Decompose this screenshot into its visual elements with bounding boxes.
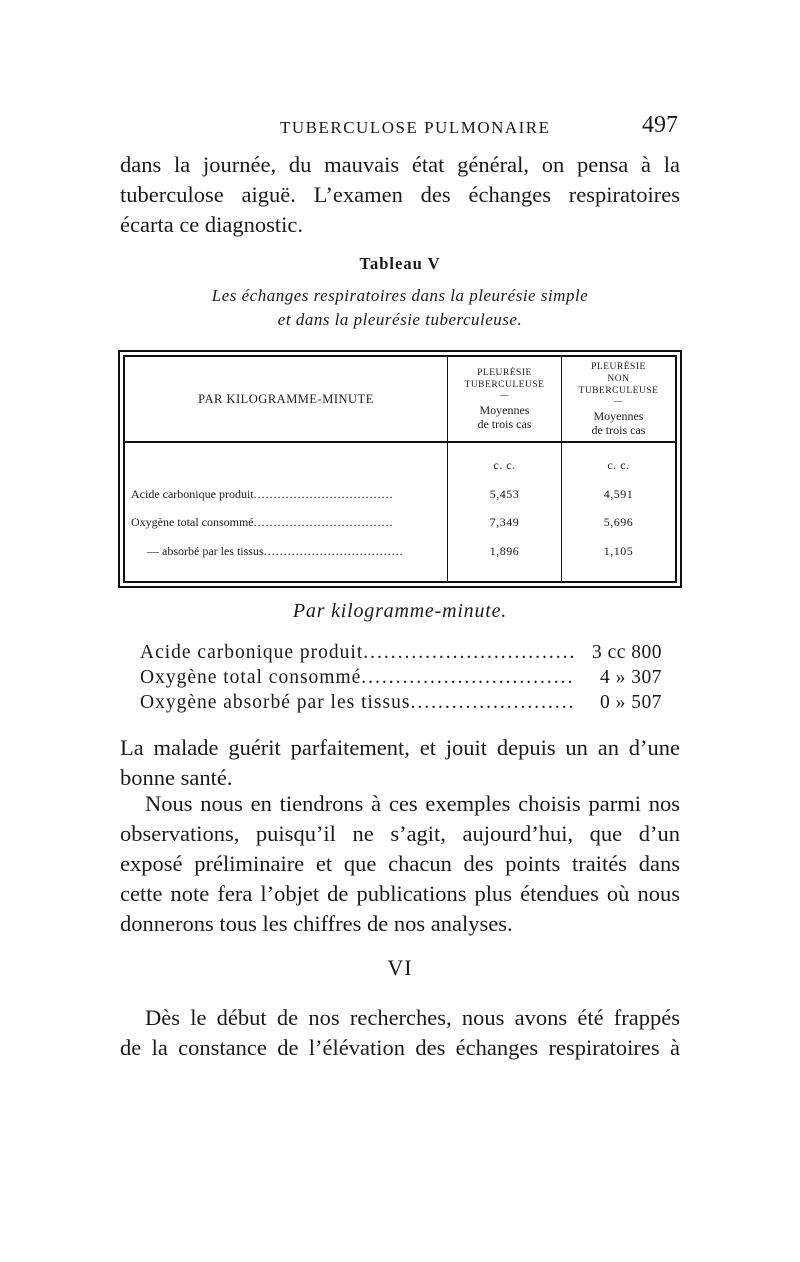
column-subtitle-line: de trois cas (477, 417, 532, 431)
column-title-line: PLEURÉSIE (477, 368, 532, 378)
column-subtitle (454, 403, 555, 431)
text-line: La malade guérit parfaitement, et jouit depuis un an d’une (120, 735, 680, 760)
table-cell: 5,696 (561, 509, 676, 537)
summary-label: Oxygène total consommé (140, 667, 362, 688)
leader-dots (361, 665, 574, 690)
table-caption (120, 284, 680, 332)
row-label-text: — absorbé par les tissus (147, 543, 264, 558)
column-header-tuberculeuse (448, 356, 562, 442)
column-subtitle-line: Moyennes (479, 403, 530, 417)
column-title-line: PLEURÉSIE (591, 362, 646, 372)
column-title-line: TUBERCULEUSE (578, 386, 659, 396)
table-row (124, 509, 676, 537)
page-number: 497 (642, 112, 678, 138)
column-title-line: NON (607, 374, 630, 384)
column-subtitle-line: de trois cas (591, 423, 646, 437)
section-number: VI (387, 955, 413, 980)
table-cell: 1,105 (561, 537, 676, 565)
table-cell: 5,453 (448, 481, 562, 509)
summary-row (140, 640, 662, 665)
summary-row (140, 665, 662, 690)
text-line: donnerons tous les chiffres de nos analyses. (120, 911, 513, 936)
param-header: PAR KILOGRAMME-MINUTE (124, 356, 448, 442)
table-heading: Tableau V (359, 254, 441, 273)
units-row (124, 442, 676, 481)
paragraph-section-vi (120, 1003, 680, 1063)
column-title-line: TUBERCULEUSE (464, 380, 545, 390)
table-cell: 4,591 (561, 481, 676, 509)
leader-dots (363, 640, 574, 665)
column-header-non-tuberculeuse (561, 356, 676, 442)
summary-caption: Par kilogramme-minute. (292, 600, 508, 622)
summary-value: 0 » 507 (600, 692, 662, 713)
text-line: observations, puisqu’il ne s’agit, aujourd’hui, que d’un (120, 821, 680, 846)
unit-cell: c. c. (561, 442, 676, 481)
text-line: Nous nous en tiendrons à ces exemples choisis parmi nos (145, 791, 680, 816)
summary-row (140, 690, 662, 715)
paragraph-recovery (120, 733, 680, 793)
row-label (124, 537, 448, 565)
text-line: dans la journée, du mauvais état général, on pensa à la (120, 152, 680, 177)
text-line: cette note fera l’objet de publications plus étendues où nous (120, 881, 680, 906)
leader-dots: ................................... (263, 543, 404, 558)
leader-dots: ................................... (253, 487, 394, 502)
column-dash: — (499, 390, 510, 400)
summary-list (140, 640, 662, 715)
caption-line: et dans la pleurésie tuberculeuse. (277, 310, 523, 329)
running-title: TUBERCULOSE PULMONAIRE (280, 118, 551, 137)
table-cell: 1,896 (448, 537, 562, 565)
text-line: tuberculose aiguë. L’examen des échanges respiratoires (120, 182, 680, 207)
text-line: bonne santé. (120, 765, 233, 790)
summary-value: 3 cc 800 (591, 642, 662, 663)
paragraph-opening (120, 150, 680, 240)
table-row (124, 481, 676, 509)
text-line: écarta ce diagnostic. (120, 212, 304, 237)
respiratory-exchange-table (118, 350, 682, 588)
row-label (124, 509, 448, 537)
summary-label: Oxygène absorbé par les tissus (140, 692, 411, 713)
text-line: Dès le début de nos recherches, nous avons été frappés (145, 1005, 680, 1030)
summary-value: 4 » 307 (600, 667, 662, 688)
text-line: exposé préliminaire et que chacun des points traités dans (120, 851, 680, 876)
leader-dots (410, 690, 574, 715)
caption-line: Les échanges respiratoires dans la pleurésie simple (211, 286, 589, 305)
column-subtitle-line: Moyennes (593, 409, 644, 423)
column-subtitle (568, 409, 669, 437)
table-cell: 7,349 (448, 509, 562, 537)
summary-label: Acide carbonique produit (140, 642, 364, 663)
leader-dots: ................................... (253, 515, 394, 530)
table-row (124, 537, 676, 565)
row-label (124, 481, 448, 509)
unit-cell: c. c. (448, 442, 562, 481)
column-dash: — (613, 396, 624, 406)
paragraph-conclusion (120, 789, 680, 939)
row-label-text: Acide carbonique produit (131, 487, 254, 502)
running-head (120, 112, 680, 142)
text-line: de la constance de l’élévation des échanges respiratoires à (120, 1035, 680, 1060)
row-label-text: Oxygène total consommé (131, 515, 254, 530)
